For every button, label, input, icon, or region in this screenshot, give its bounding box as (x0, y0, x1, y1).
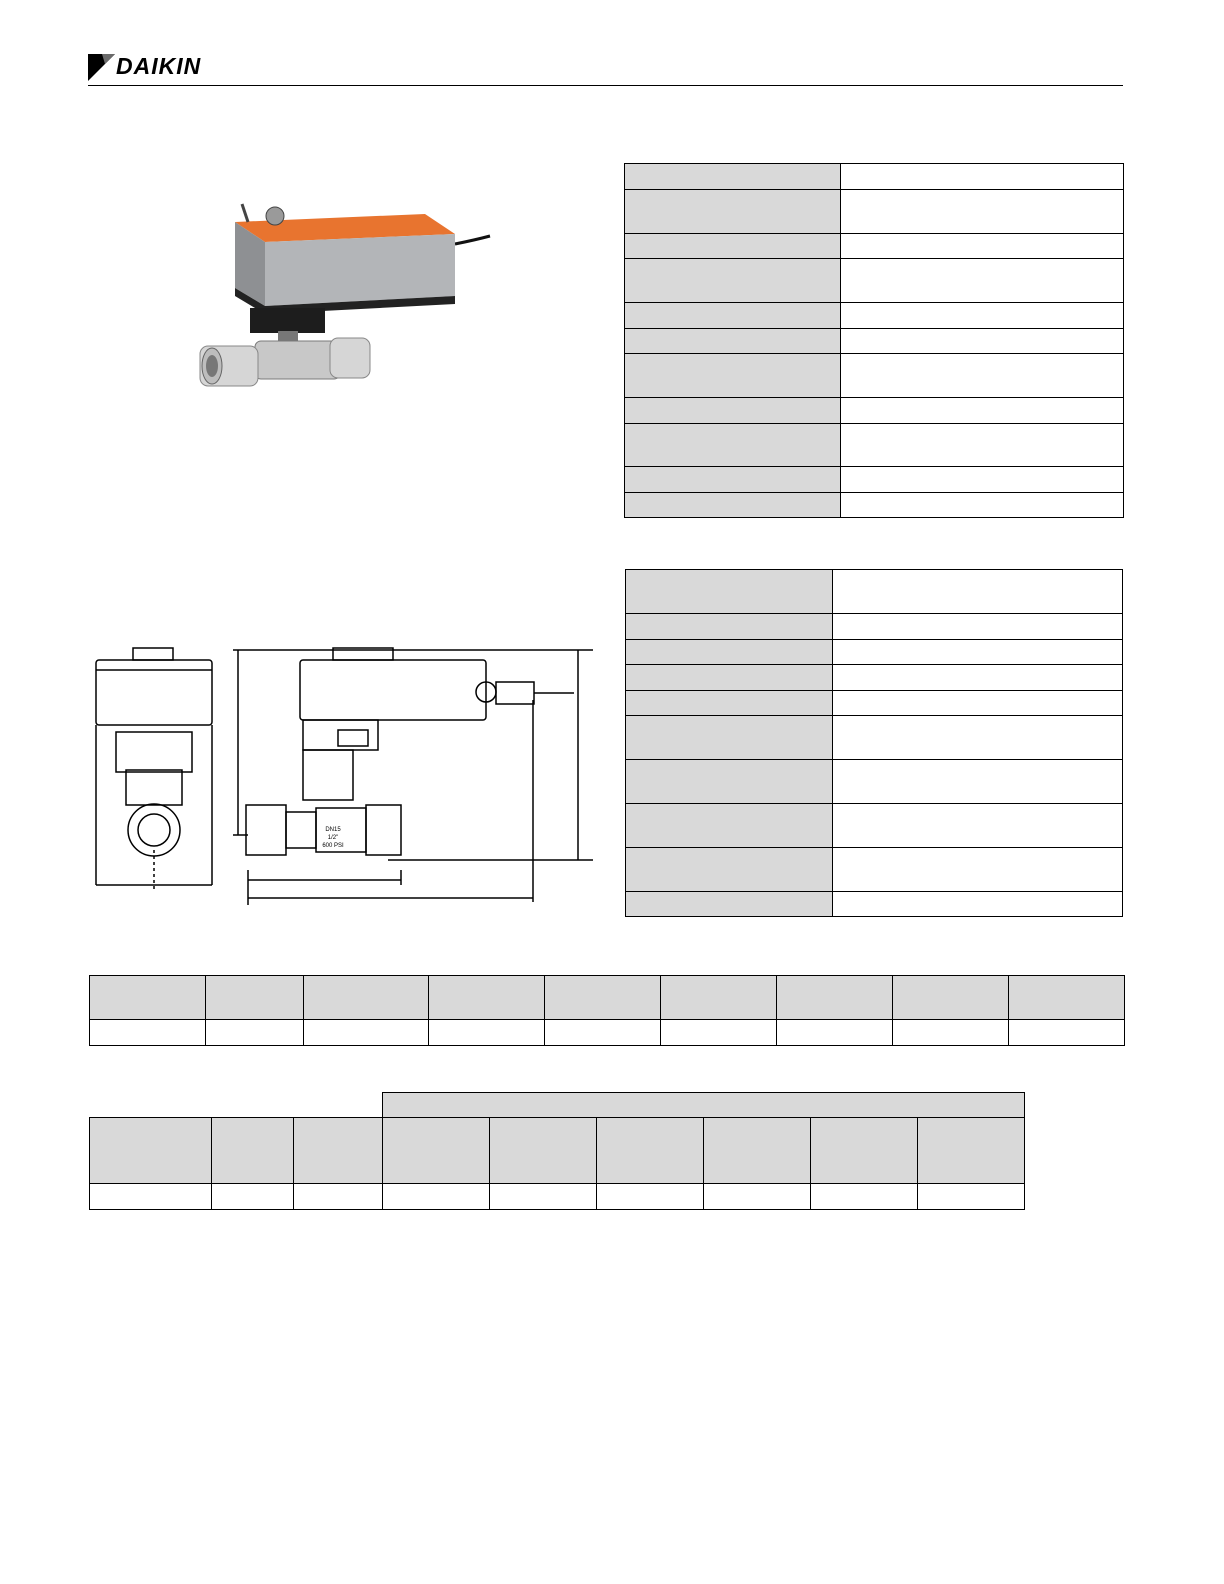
spec-key (626, 640, 833, 665)
spec-row (626, 640, 1123, 665)
spec-value (833, 640, 1123, 665)
spec-row (626, 570, 1123, 614)
spec-row (625, 259, 1124, 303)
column-header (597, 1118, 704, 1184)
table-cell (1009, 1020, 1125, 1046)
spec-value (841, 303, 1124, 329)
table-row (90, 1184, 1025, 1210)
column-header (893, 976, 1009, 1020)
table-cell (383, 1184, 490, 1210)
spec-key (625, 467, 841, 493)
spec-row (626, 614, 1123, 640)
table-cell (304, 1020, 429, 1046)
valve-marking-size: DN15 (325, 827, 341, 833)
column-header (811, 1118, 918, 1184)
column-header (918, 1118, 1025, 1184)
spec-key (625, 493, 841, 518)
spec-row (625, 234, 1124, 259)
spec-key (626, 848, 833, 892)
spec-value (841, 467, 1124, 493)
spec-value (841, 259, 1124, 303)
table-cell (212, 1184, 294, 1210)
column-header (429, 976, 545, 1020)
spec-key (626, 760, 833, 804)
spec-row (625, 354, 1124, 398)
column-header (304, 976, 429, 1020)
spec-row (625, 493, 1124, 518)
spec-value (841, 164, 1124, 190)
spec-value (833, 716, 1123, 760)
spec-value (833, 892, 1123, 917)
table-cell (704, 1184, 811, 1210)
daikin-logo (88, 52, 228, 82)
blank-cell (90, 1093, 383, 1118)
column-header (704, 1118, 811, 1184)
table-cell (661, 1020, 777, 1046)
column-header (490, 1118, 597, 1184)
spec-key (626, 716, 833, 760)
table-cell (597, 1184, 704, 1210)
table-cell (545, 1020, 661, 1046)
table-cell (918, 1184, 1025, 1210)
valve-marking-pressure: 600 PSI (322, 843, 344, 849)
column-header (661, 976, 777, 1020)
table-cell (490, 1184, 597, 1210)
spec-value (841, 493, 1124, 518)
column-header (294, 1118, 383, 1184)
spec-key (625, 424, 841, 467)
table-cell (294, 1184, 383, 1210)
spec-key (626, 804, 833, 848)
spec-row (625, 398, 1124, 424)
table-cell (429, 1020, 545, 1046)
spec-table-1 (624, 163, 1124, 518)
column-header (212, 1118, 294, 1184)
spec-row (626, 760, 1123, 804)
product-photo (190, 196, 500, 406)
dimension-drawing (88, 640, 598, 910)
spec-row (626, 716, 1123, 760)
column-header (206, 976, 304, 1020)
group-header (383, 1093, 1025, 1118)
spec-key (625, 234, 841, 259)
spec-row (626, 848, 1123, 892)
spec-row (625, 190, 1124, 234)
table-header-row (90, 976, 1125, 1020)
spec-row (626, 665, 1123, 691)
spec-key (625, 329, 841, 354)
spec-row (626, 691, 1123, 716)
spec-value (841, 398, 1124, 424)
spec-key (626, 665, 833, 691)
spec-key (625, 398, 841, 424)
spec-key (626, 570, 833, 614)
spec-row (626, 804, 1123, 848)
spec-key (626, 614, 833, 640)
dimensions-table (89, 975, 1125, 1046)
table-cell (811, 1184, 918, 1210)
table-row (90, 1020, 1125, 1046)
table-cell (90, 1184, 212, 1210)
column-header (383, 1118, 490, 1184)
spec-key (625, 354, 841, 398)
spec-value (841, 190, 1124, 234)
column-header (1009, 976, 1125, 1020)
spec-value (833, 691, 1123, 716)
table-group-header-row (90, 1093, 1025, 1118)
spec-table-2 (625, 569, 1123, 917)
table-cell (206, 1020, 304, 1046)
spec-row (625, 303, 1124, 329)
header-divider (88, 85, 1123, 86)
spec-value (833, 614, 1123, 640)
spec-value (841, 354, 1124, 398)
table-cell (777, 1020, 893, 1046)
spec-key (625, 303, 841, 329)
spec-row (625, 424, 1124, 467)
column-header (90, 1118, 212, 1184)
spec-value (833, 665, 1123, 691)
column-header (545, 976, 661, 1020)
table-header-row (90, 1118, 1025, 1184)
spec-key (625, 259, 841, 303)
flow-table (89, 1092, 1025, 1210)
spec-value (833, 760, 1123, 804)
column-header (777, 976, 893, 1020)
column-header (90, 976, 206, 1020)
spec-value (841, 424, 1124, 467)
table-cell (893, 1020, 1009, 1046)
spec-key (626, 892, 833, 917)
spec-value (841, 329, 1124, 354)
daikin-triangle-logo-icon (88, 52, 116, 82)
spec-row (625, 329, 1124, 354)
spec-key (626, 691, 833, 716)
spec-value (833, 804, 1123, 848)
table-cell (90, 1020, 206, 1046)
spec-row (625, 467, 1124, 493)
spec-row (625, 164, 1124, 190)
spec-value (833, 570, 1123, 614)
spec-key (625, 164, 841, 190)
spec-value (833, 848, 1123, 892)
brand-name: DAIKIN (116, 53, 202, 79)
spec-key (625, 190, 841, 234)
valve-marking-inch: 1/2" (327, 835, 339, 841)
spec-value (841, 234, 1124, 259)
spec-row (626, 892, 1123, 917)
